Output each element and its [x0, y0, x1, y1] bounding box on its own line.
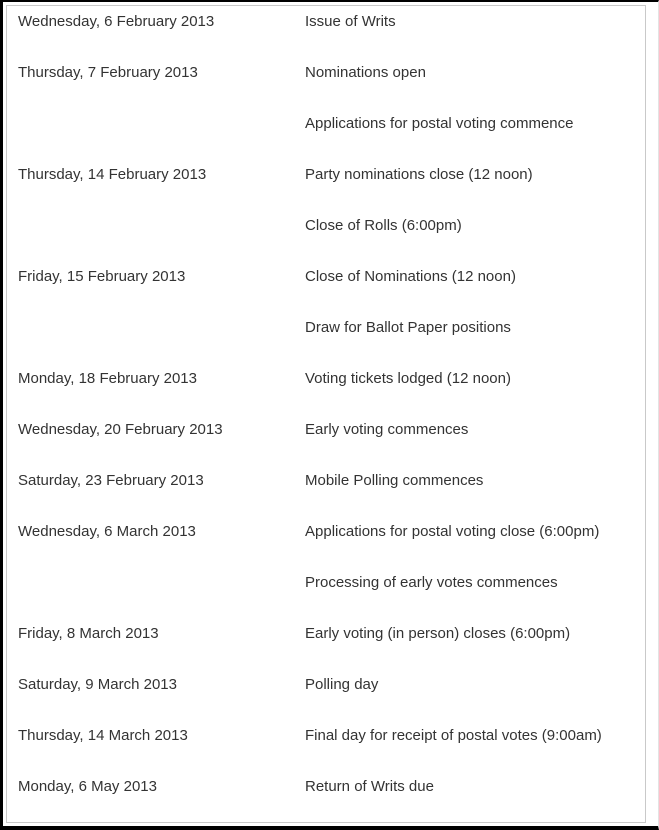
table-row	[7, 516, 646, 567]
table-row	[7, 465, 646, 516]
table-row	[7, 414, 646, 465]
table-row	[7, 57, 646, 108]
date-cell: Wednesday, 20 February 2013	[18, 421, 223, 438]
table-row	[7, 669, 646, 720]
date-cell	[7, 108, 295, 159]
date-cell: Saturday, 23 February 2013	[18, 472, 204, 489]
date-cell: Thursday, 14 March 2013	[18, 727, 188, 744]
table-row	[7, 312, 646, 363]
event-cell: Final day for receipt of postal votes (9:00am)	[305, 727, 602, 744]
election-timetable	[6, 5, 646, 823]
table-row	[7, 108, 646, 159]
date-cell: Thursday, 7 February 2013	[18, 64, 198, 81]
date-cell: Friday, 15 February 2013	[18, 268, 186, 285]
table-row	[7, 618, 646, 669]
date-cell: Monday, 18 February 2013	[18, 370, 197, 387]
table-row	[7, 720, 646, 771]
event-cell: Mobile Polling commences	[305, 472, 484, 489]
event-cell: Issue of Writs	[305, 13, 396, 30]
timetable-body	[7, 6, 646, 823]
table-row	[7, 363, 646, 414]
date-cell: Friday, 8 March 2013	[18, 625, 159, 642]
table-row	[7, 159, 646, 210]
date-cell: Monday, 6 May 2013	[18, 778, 157, 795]
date-cell	[7, 567, 295, 618]
date-cell: Thursday, 14 February 2013	[18, 166, 207, 183]
event-cell: Processing of early votes commences	[305, 574, 558, 591]
event-cell: Applications for postal voting commence	[305, 115, 574, 132]
event-cell: Early voting (in person) closes (6:00pm)	[305, 625, 571, 642]
event-cell: Nominations open	[305, 64, 426, 81]
event-cell: Early voting commences	[305, 421, 469, 438]
date-cell	[7, 210, 295, 261]
table-row	[7, 567, 646, 618]
event-cell: Return of Writs due	[305, 778, 434, 795]
date-cell	[7, 312, 295, 363]
date-cell: Saturday, 9 March 2013	[18, 676, 177, 693]
date-cell: Wednesday, 6 February 2013	[18, 13, 215, 30]
event-cell: Polling day	[305, 676, 379, 693]
event-cell: Draw for Ballot Paper positions	[305, 319, 511, 336]
table-row	[7, 771, 646, 823]
event-cell: Close of Rolls (6:00pm)	[305, 217, 462, 234]
event-cell: Party nominations close (12 noon)	[305, 166, 533, 183]
table-row	[7, 210, 646, 261]
table-row	[7, 6, 646, 58]
date-cell: Wednesday, 6 March 2013	[18, 523, 196, 540]
table-row	[7, 261, 646, 312]
event-cell: Applications for postal voting close (6:00pm)	[305, 523, 600, 540]
event-cell: Close of Nominations (12 noon)	[305, 268, 516, 285]
event-cell: Voting tickets lodged (12 noon)	[305, 370, 511, 387]
